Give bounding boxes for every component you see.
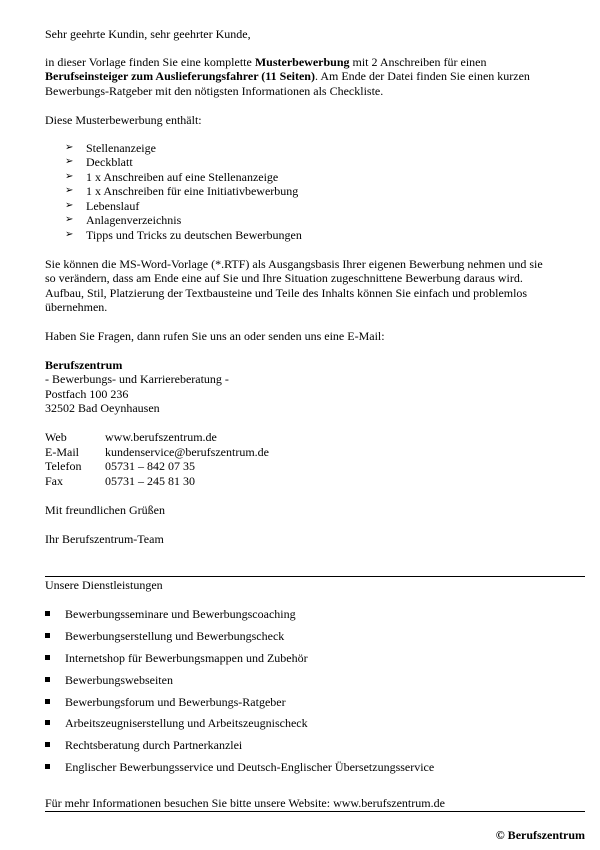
intro-line-1: in dieser Vorlage finden Sie eine komplette Musterbewerbung mit 2 Anschreiben für einen bbox=[45, 55, 487, 69]
arrow-bullet-icon: ➢ bbox=[65, 171, 74, 182]
company-postbox: Postfach 100 236 bbox=[45, 387, 129, 401]
section-divider-top bbox=[45, 576, 585, 577]
more-info-text: Für mehr Informationen besuchen Sie bitte unsere Website: www.berufszentrum.de bbox=[45, 796, 445, 810]
arrow-bullet-icon: ➢ bbox=[65, 156, 74, 167]
services-heading: Unsere Dienstleistungen bbox=[45, 578, 163, 592]
company-city: 32502 Bad Oeynhausen bbox=[45, 401, 160, 415]
square-bullet-icon bbox=[45, 633, 50, 638]
contents-heading: Diese Musterbewerbung enthält: bbox=[45, 113, 202, 127]
company-name: Berufszentrum bbox=[45, 358, 123, 372]
arrow-bullet-icon: ➢ bbox=[65, 229, 74, 240]
company-tagline: - Bewerbungs- und Karriereberatung - bbox=[45, 372, 229, 386]
section-divider-bottom bbox=[45, 811, 585, 812]
arrow-bullet-icon: ➢ bbox=[65, 185, 74, 196]
usage-line-3: Aufbau, Stil, Platzierung der Textbausteine und Teile des Inhalts können Sie einfach und problemlos bbox=[45, 286, 528, 300]
questions-text: Haben Sie Fragen, dann rufen Sie uns an oder senden uns eine E-Mail: bbox=[45, 329, 385, 343]
intro-line-2: Berufseinsteiger zum Auslieferungsfahrer (11 Seiten). Am Ende der Datei finden Sie einen kurzen bbox=[45, 69, 530, 83]
square-bullet-icon bbox=[45, 677, 50, 682]
square-bullet-icon bbox=[45, 720, 50, 725]
square-bullet-icon bbox=[45, 699, 50, 704]
intro-highlight-musterbewerbung: Musterbewerbung bbox=[254, 55, 350, 69]
arrow-bullet-icon: ➢ bbox=[65, 142, 74, 153]
greeting: Sehr geehrte Kundin, sehr geehrter Kunde, bbox=[45, 27, 251, 41]
web-link[interactable]: www.berufszentrum.de bbox=[105, 430, 217, 444]
usage-line-1: Sie können die MS-Word-Vorlage (*.RTF) als Ausgangsbasis Ihrer eigenen Bewerbung nehmen und sie bbox=[45, 257, 543, 271]
intro-highlight-position: Berufseinsteiger zum Auslieferungsfahrer (11 Seiten) bbox=[45, 69, 315, 83]
email-link[interactable]: kundenservice@berufszentrum.de bbox=[105, 445, 269, 459]
closing: Mit freundlichen Grüßen bbox=[45, 503, 165, 517]
usage-line-2: so verändern, dass am Ende eine auf Sie und Ihre Situation zugeschnittene Bewerbung daraus wird. bbox=[45, 271, 523, 285]
arrow-bullet-icon: ➢ bbox=[65, 214, 74, 225]
arrow-bullet-icon: ➢ bbox=[65, 200, 74, 211]
square-bullet-icon bbox=[45, 611, 50, 616]
square-bullet-icon bbox=[45, 742, 50, 747]
signature: Ihr Berufszentrum-Team bbox=[45, 532, 164, 546]
square-bullet-icon bbox=[45, 764, 50, 769]
square-bullet-icon bbox=[45, 655, 50, 660]
intro-line-3: Bewerbungs-Ratgeber mit den nötigsten Informationen als Checkliste. bbox=[45, 84, 384, 98]
footer-copyright: © Berufszentrum bbox=[495, 828, 585, 842]
usage-line-4: übernehmen. bbox=[45, 300, 108, 314]
